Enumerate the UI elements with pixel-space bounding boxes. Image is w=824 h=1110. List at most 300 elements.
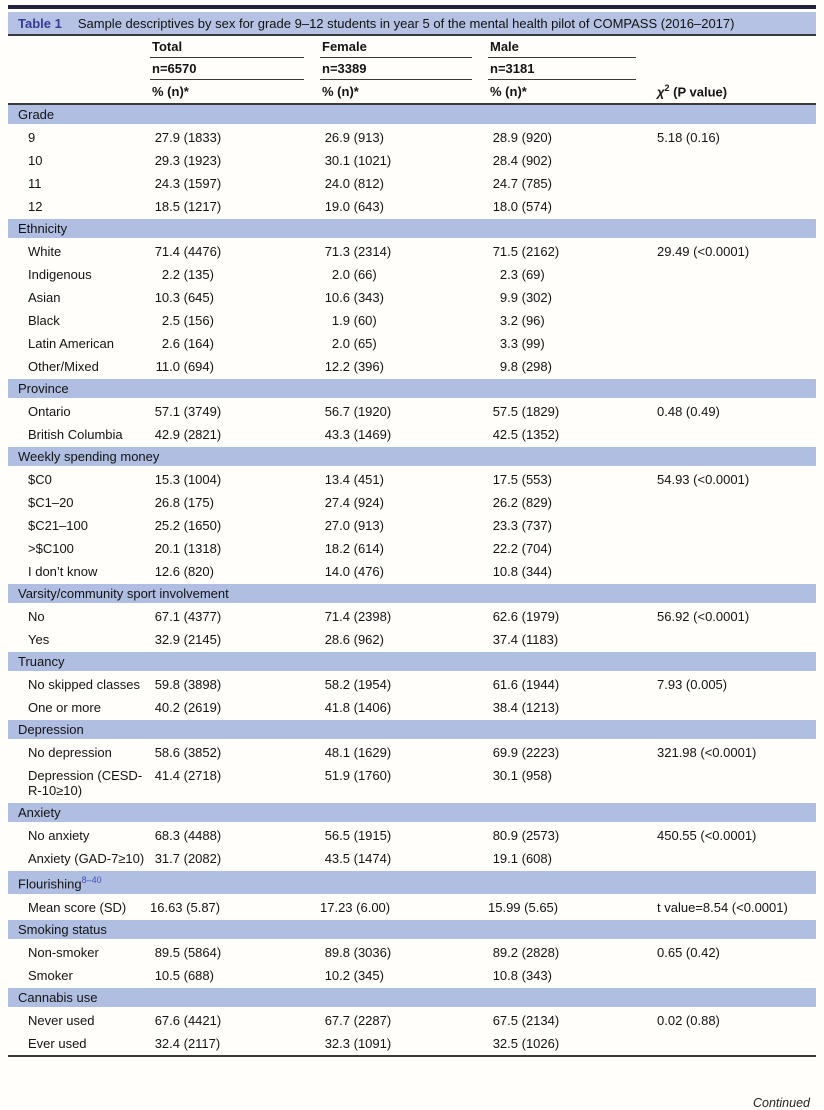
count-value: (3036): [350, 944, 392, 960]
data-row: [8, 309, 816, 332]
row-label-cell: Never used: [28, 1012, 95, 1028]
count-value: (643): [350, 199, 384, 215]
female-cell: [320, 604, 488, 628]
percent-value: 26.8: [154, 495, 180, 511]
female-cell: [320, 263, 488, 286]
sample-size-row: [8, 58, 816, 80]
count-value: (645): [180, 290, 214, 306]
count-value: (2573): [518, 828, 560, 844]
female-cell: [320, 514, 488, 537]
stat-cell: 7.93 (0.005): [657, 677, 728, 693]
female-cell: [320, 940, 488, 964]
count-value: (99): [518, 336, 545, 352]
section-header-row: [8, 803, 816, 824]
percent-value: 68.3: [154, 828, 180, 844]
section-header-row: [8, 919, 816, 940]
total-cell: [150, 149, 320, 172]
stat-cell: [652, 964, 816, 988]
count-value: (5.65): [520, 899, 559, 915]
count-value: (2145): [180, 632, 222, 648]
row-label-cell: Anxiety (GAD-7≥10): [28, 851, 145, 867]
count-value: (4421): [180, 1012, 222, 1028]
percent-value: 67.1: [154, 609, 180, 625]
percent-value: 71.4: [324, 609, 350, 625]
row-label-cell: Non-smoker: [28, 944, 99, 960]
total-cell: [150, 940, 320, 964]
section-header-row: [8, 987, 816, 1008]
total-cell: [150, 1032, 320, 1055]
data-row: [8, 491, 816, 514]
percent-value: 3.3: [499, 336, 518, 352]
stat-cell: [652, 423, 816, 447]
total-cell: [150, 847, 320, 871]
percent-value: 42.9: [154, 427, 180, 443]
stat-cell: [652, 1032, 816, 1055]
male-cell: [488, 423, 652, 447]
stat-cell: 450.55 (<0.0001): [657, 828, 757, 844]
stat-cell: [652, 628, 816, 652]
percent-value: 2.3: [499, 267, 518, 283]
percent-value: 48.1: [324, 745, 350, 761]
male-cell: [488, 467, 652, 491]
percent-value: 71.4: [154, 244, 180, 260]
male-cell: [488, 1008, 652, 1032]
top-rule: [8, 5, 816, 9]
count-value: (1318): [180, 541, 222, 557]
percent-value: 67.5: [492, 1012, 518, 1028]
count-value: (1217): [180, 199, 222, 215]
count-value: (345): [350, 967, 384, 983]
row-label-cell: I don’t know: [28, 564, 98, 580]
count-value: (5864): [180, 944, 222, 960]
count-value: (829): [518, 495, 552, 511]
paper-table-page: [0, 5, 824, 1057]
percent-value: 27.0: [324, 518, 350, 534]
col-female-sub: % (n)*: [322, 84, 359, 100]
row-label-cell: >$C100: [28, 541, 74, 557]
percent-value: 62.6: [492, 609, 518, 625]
total-cell: [150, 604, 320, 628]
percent-value: 12.6: [154, 564, 180, 580]
percent-value: 42.5: [492, 427, 518, 443]
section-title-cell: [8, 447, 816, 468]
count-value: (688): [180, 967, 214, 983]
male-cell: [488, 764, 652, 803]
percent-value: 13.4: [324, 472, 350, 488]
count-value: (924): [350, 495, 384, 511]
count-value: (1183): [518, 632, 559, 648]
count-value: (396): [350, 359, 384, 375]
male-cell: [488, 514, 652, 537]
percent-value: 29.3: [154, 153, 180, 169]
female-cell: [320, 149, 488, 172]
total-cell: [150, 491, 320, 514]
count-value: (1829): [518, 404, 560, 420]
percent-value: 28.6: [324, 632, 350, 648]
count-value: (1650): [180, 518, 222, 534]
total-cell: [150, 560, 320, 584]
percent-value: 43.5: [324, 851, 350, 867]
total-cell: [150, 740, 320, 764]
col-male-n: n=3181: [490, 61, 535, 76]
count-value: (820): [180, 564, 214, 580]
percent-value: 19.0: [324, 199, 350, 215]
table-header: [8, 36, 816, 104]
total-cell: [150, 672, 320, 696]
stat-cell: [652, 355, 816, 379]
chi-square-header: [652, 80, 816, 104]
male-cell: [488, 491, 652, 514]
count-value: (3898): [180, 677, 222, 693]
male-cell: [488, 149, 652, 172]
section-title: Province: [18, 381, 69, 397]
percent-value: 89.8: [324, 944, 350, 960]
count-value: (1469): [350, 427, 392, 443]
female-cell: [320, 195, 488, 219]
section-title: Smoking status: [18, 921, 107, 937]
male-cell: [488, 263, 652, 286]
total-cell: [150, 628, 320, 652]
row-label-cell: No skipped classes: [28, 677, 140, 693]
percent-value: 23.3: [492, 518, 518, 534]
row-label-cell: Black: [28, 313, 60, 329]
percent-value: 32.9: [154, 632, 180, 648]
data-row: [8, 467, 816, 491]
data-row: [8, 125, 816, 149]
row-label-cell: Indigenous: [28, 267, 92, 283]
percent-value: 20.1: [154, 541, 180, 557]
female-cell: [320, 125, 488, 149]
count-value: (1944): [518, 677, 560, 693]
row-label-cell: Ontario: [28, 404, 71, 420]
col-male-sub: % (n)*: [490, 84, 527, 100]
col-female-header: [320, 36, 488, 58]
male-cell: [488, 628, 652, 652]
count-value: (2082): [180, 851, 222, 867]
stat-cell: [652, 847, 816, 871]
row-label-cell: 11: [28, 176, 42, 192]
data-row: [8, 355, 816, 379]
stat-cell: 321.98 (<0.0001): [657, 745, 757, 761]
section-title: Varsity/community sport involvement: [18, 586, 229, 602]
percent-value: 28.4: [492, 153, 518, 169]
table-caption: [8, 12, 816, 36]
male-cell: [488, 1032, 652, 1055]
female-cell: [320, 823, 488, 847]
column-group-row: [8, 36, 816, 58]
percent-value: 67.6: [154, 1012, 180, 1028]
percent-value: 24.7: [492, 176, 518, 192]
total-cell: [150, 172, 320, 195]
percent-value: 40.2: [154, 700, 180, 716]
percent-value: 27.9: [154, 130, 180, 146]
percent-value: 25.2: [154, 518, 180, 534]
stat-cell: [652, 172, 816, 195]
section-title-cell: [8, 104, 816, 125]
female-cell: [320, 537, 488, 560]
percent-value: 28.9: [492, 130, 518, 146]
data-row: [8, 823, 816, 847]
row-label-cell: No: [28, 609, 45, 625]
count-value: (812): [350, 176, 384, 192]
female-cell: [320, 286, 488, 309]
col-male-sub-cell: [488, 80, 652, 104]
female-cell: [320, 740, 488, 764]
count-value: (1091): [350, 1035, 392, 1051]
percent-value: 18.0: [492, 199, 518, 215]
section-title-cell: [8, 720, 816, 741]
count-value: (344): [518, 564, 552, 580]
row-label-cell: Depression (CESD-R-10≥10): [28, 768, 143, 799]
stat-cell: [652, 696, 816, 720]
subheader-row: [8, 80, 816, 104]
stat-cell: 0.48 (0.49): [657, 404, 720, 420]
percent-value: 10.8: [492, 564, 518, 580]
row-label-cell: White: [28, 244, 62, 260]
female-cell: [320, 332, 488, 355]
total-cell: [150, 286, 320, 309]
count-value: (4488): [180, 828, 222, 844]
row-label-cell: Mean score (SD): [28, 899, 127, 915]
total-cell: [150, 696, 320, 720]
total-cell: [150, 467, 320, 491]
total-cell: [150, 263, 320, 286]
percent-value: 2.2: [161, 267, 180, 283]
col-male-header: [488, 36, 652, 58]
col-total-header: [150, 36, 320, 58]
data-row: [8, 514, 816, 537]
percent-value: 9.9: [499, 290, 518, 306]
count-value: (1026): [518, 1035, 560, 1051]
female-cell: [320, 309, 488, 332]
percent-value: 11.0: [155, 359, 180, 375]
percent-value: 80.9: [492, 828, 518, 844]
continued-note: Continued: [753, 1096, 810, 1110]
male-cell: [488, 239, 652, 263]
count-value: (913): [350, 130, 384, 146]
section-title-cell: [8, 919, 816, 940]
table-bottom-rule: [8, 1055, 816, 1057]
data-row: [8, 847, 816, 871]
count-value: (1213): [518, 700, 560, 716]
percent-value: 58.2: [324, 677, 350, 693]
count-value: (156): [180, 313, 214, 329]
section-title: Depression: [18, 722, 84, 738]
female-cell: [320, 491, 488, 514]
count-value: (2134): [518, 1012, 560, 1028]
count-value: (574): [518, 199, 552, 215]
count-value: (66): [350, 267, 377, 283]
percent-value: 17.23: [320, 899, 353, 915]
row-label-cell: 10: [28, 153, 43, 169]
col-male-n-cell: [488, 58, 652, 80]
count-value: (614): [350, 541, 384, 557]
section-header-row: [8, 447, 816, 468]
data-row: [8, 672, 816, 696]
female-cell: [320, 239, 488, 263]
data-row: [8, 149, 816, 172]
row-label-cell: Smoker: [28, 967, 73, 983]
section-header-row: [8, 379, 816, 400]
section-title-cell: [8, 652, 816, 673]
percent-value: 51.9: [324, 768, 350, 784]
percent-value: 69.9: [492, 745, 518, 761]
percent-value: 18.5: [154, 199, 180, 215]
female-cell: [320, 764, 488, 803]
count-value: (476): [350, 564, 384, 580]
female-cell: [320, 399, 488, 423]
row-label-cell: $C0: [28, 472, 52, 488]
stat-cell: [652, 537, 816, 560]
p-value-label: (P value): [673, 84, 728, 100]
stat-cell: [652, 195, 816, 219]
percent-value: 17.5: [492, 472, 518, 488]
count-value: (1923): [180, 153, 222, 169]
count-value: (1954): [350, 677, 392, 693]
section-header-row: [8, 584, 816, 605]
percent-value: 2.5: [161, 313, 180, 329]
percent-value: 41.4: [154, 768, 180, 784]
count-value: (3749): [180, 404, 222, 420]
male-cell: [488, 696, 652, 720]
count-value: (1833): [180, 130, 222, 146]
section-header-row: [8, 652, 816, 673]
male-cell: [488, 964, 652, 988]
total-cell: [150, 514, 320, 537]
data-row: [8, 764, 816, 803]
count-value: (704): [518, 541, 552, 557]
total-cell: [150, 239, 320, 263]
stat-cell: [652, 149, 816, 172]
col-total-sub: % (n)*: [152, 84, 189, 100]
count-value: (2117): [180, 1035, 221, 1051]
percent-value: 61.6: [492, 677, 518, 693]
percent-value: 18.2: [324, 541, 350, 557]
data-row: [8, 537, 816, 560]
count-value: (1406): [350, 700, 392, 716]
count-value: (1474): [350, 851, 392, 867]
female-cell: [320, 628, 488, 652]
percent-value: 16.63: [150, 899, 183, 915]
count-value: (2287): [350, 1012, 392, 1028]
row-label-cell: $C1–20: [28, 495, 74, 511]
data-row: [8, 172, 816, 195]
female-cell: [320, 1032, 488, 1055]
count-value: (2828): [518, 944, 560, 960]
male-cell: [488, 125, 652, 149]
section-ref-superscript: 8–40: [81, 875, 102, 886]
count-value: (553): [518, 472, 552, 488]
male-cell: [488, 355, 652, 379]
female-cell: [320, 423, 488, 447]
male-cell: [488, 604, 652, 628]
col-total-sub-cell: [150, 80, 320, 104]
col-male-label: Male: [490, 39, 519, 54]
male-cell: [488, 940, 652, 964]
percent-value: 37.4: [492, 632, 518, 648]
count-value: (5.87): [182, 899, 221, 915]
row-label-cell: 12: [28, 199, 43, 215]
male-cell: [488, 399, 652, 423]
stat-cell: [652, 286, 816, 309]
data-row: [8, 263, 816, 286]
count-value: (3852): [180, 745, 222, 761]
total-cell: [150, 895, 320, 920]
stat-cell: 54.93 (<0.0001): [657, 472, 750, 488]
table-title: Sample descriptives by sex for grade 9–12 students in year 5 of the mental health pilot of COMPASS (2016–2017): [77, 16, 735, 31]
empty-header-cell: [8, 80, 150, 104]
total-cell: [150, 399, 320, 423]
percent-value: 10.8: [492, 967, 518, 983]
female-cell: [320, 467, 488, 491]
female-cell: [320, 895, 488, 920]
count-value: (962): [350, 632, 384, 648]
col-female-n: n=3389: [322, 61, 367, 76]
count-value: (175): [180, 495, 214, 511]
count-value: (4377): [180, 609, 222, 625]
percent-value: 58.6: [154, 745, 180, 761]
percent-value: 15.99: [488, 899, 521, 915]
stat-cell: 5.18 (0.16): [657, 130, 720, 146]
percent-value: 10.5: [154, 967, 180, 983]
total-cell: [150, 355, 320, 379]
chi-exponent: 2: [664, 83, 670, 93]
total-cell: [150, 823, 320, 847]
count-value: (302): [518, 290, 552, 306]
row-label-cell: Other/Mixed: [28, 359, 99, 375]
percent-value: 14.0: [324, 564, 350, 580]
count-value: (65): [350, 336, 377, 352]
count-value: (69): [518, 267, 545, 283]
count-value: (2223): [518, 745, 560, 761]
count-value: (451): [350, 472, 384, 488]
section-header-row: [8, 871, 816, 895]
section-title-cell: [8, 584, 816, 605]
percent-value: 12.2: [324, 359, 350, 375]
percent-value: 10.2: [324, 967, 350, 983]
total-cell: [150, 764, 320, 803]
male-cell: [488, 895, 652, 920]
stat-cell: [652, 764, 816, 803]
row-label-cell: Yes: [28, 632, 50, 648]
col-total-n: n=6570: [152, 61, 197, 76]
percent-value: 38.4: [492, 700, 518, 716]
stat-cell: [652, 514, 816, 537]
section-title: Anxiety: [18, 805, 61, 821]
count-value: (2398): [350, 609, 392, 625]
female-cell: [320, 560, 488, 584]
percent-value: 2.6: [161, 336, 180, 352]
total-cell: [150, 537, 320, 560]
data-row: [8, 696, 816, 720]
count-value: (608): [518, 851, 552, 867]
stat-cell: [652, 332, 816, 355]
percent-value: 30.1: [492, 768, 518, 784]
percent-value: 22.2: [492, 541, 518, 557]
percent-value: 1.9: [331, 313, 350, 329]
count-value: (60): [350, 313, 377, 329]
data-row: [8, 1032, 816, 1055]
count-value: (2162): [518, 244, 560, 260]
male-cell: [488, 672, 652, 696]
stat-cell: [652, 263, 816, 286]
table-label: Table 1: [18, 16, 62, 31]
section-title: Cannabis use: [18, 989, 98, 1005]
count-value: (298): [518, 359, 552, 375]
row-label-cell: British Columbia: [28, 427, 123, 443]
male-cell: [488, 172, 652, 195]
female-cell: [320, 355, 488, 379]
